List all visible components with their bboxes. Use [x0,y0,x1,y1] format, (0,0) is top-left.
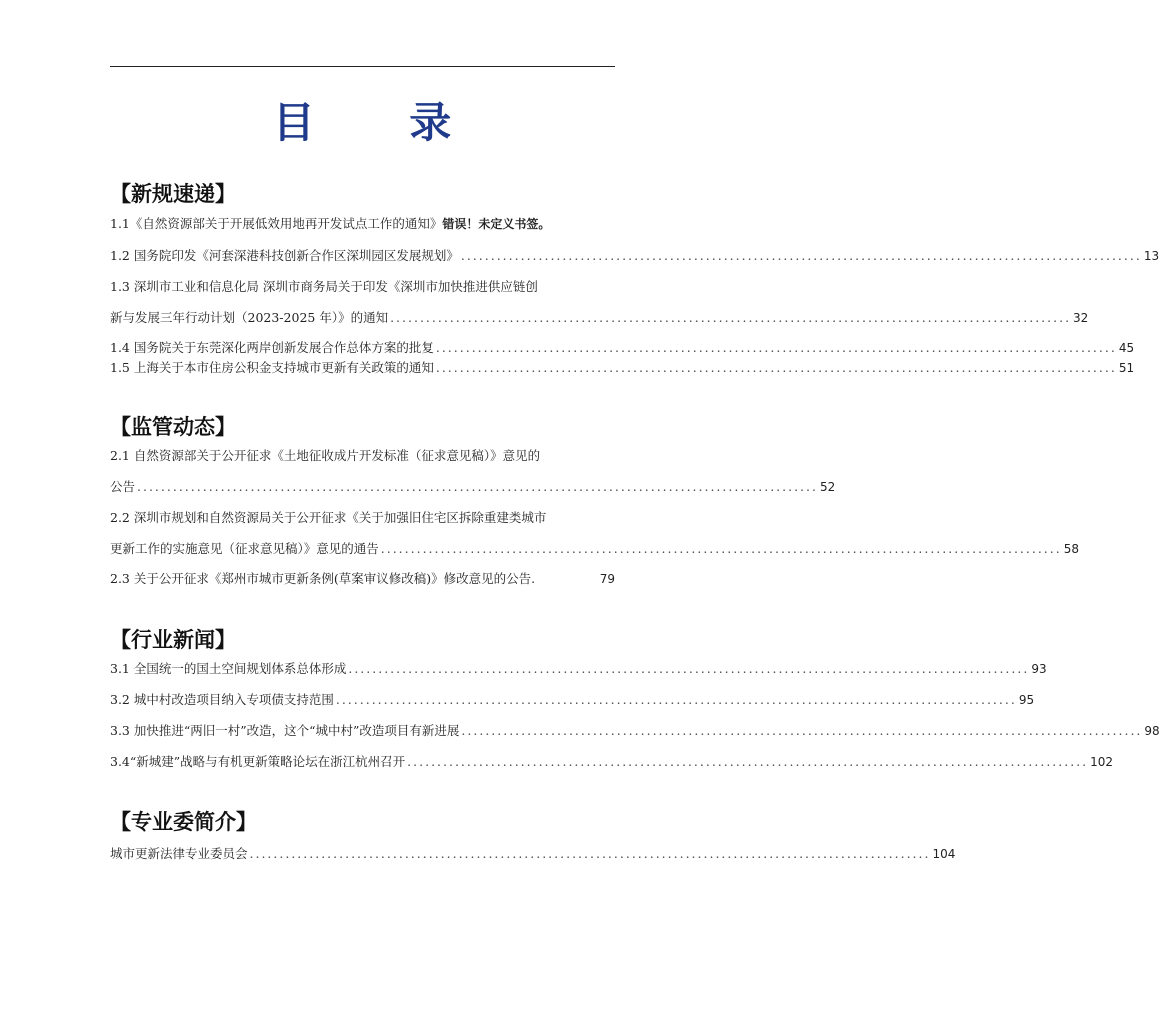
toc-entry-3-1[interactable] [110,661,1047,676]
toc-page-number: 45 [1118,341,1135,355]
dot-leader: .................................................................................................................. [390,310,1072,325]
toc-entry-text: 3.3 加快推进“两旧一村”改造，这个“城中村”改造项目有新进展 [110,723,460,738]
toc-page-number: 51 [1118,361,1135,375]
toc-page-number: 79 [599,572,615,586]
toc-page-number: 58 [1063,542,1080,556]
toc-entry-1-2[interactable] [110,248,1160,263]
toc-entry-text: 1.4 国务院关于东莞深化两岸创新发展合作总体方案的批复 [110,340,434,355]
toc-page-number: 32 [1073,311,1089,325]
dot-leader: .................................................................................................................. [348,661,1030,676]
toc-page-number: 104 [932,847,956,861]
top-rule [110,66,615,67]
toc-entry-4-1[interactable] [110,846,956,861]
dot-leader: .................................................................................................................. [335,692,1017,707]
toc-entry-1-3[interactable] [110,279,1089,325]
toc-entry-2-3[interactable] [110,572,615,586]
toc-page-number: 102 [1090,755,1114,769]
dot-leader: .................................................................................................................. [249,846,931,861]
dot-leader: .................................................................................................................. [461,723,1143,738]
toc-entry-text: 2.2 深圳市规划和自然资源局关于公开征求《关于加强旧住宅区拆除重建类城市 [110,510,547,525]
toc-entry-text: 1.2 国务院印发《河套深港科技创新合作区深圳园区发展规划》 [110,248,459,263]
toc-page-number: 95 [1018,693,1035,707]
toc-entry-text: 3.1 全国统一的国土空间规划体系总体形成 [110,661,347,676]
toc-entry-text: 1.5 上海关于本市住房公积金支持城市更新有关政策的通知 [110,360,434,375]
toc-entry-3-2[interactable] [110,692,1035,707]
toc-entry-text-continued: 新与发展三年行动计划（2023-2025 年）》的通知 [110,310,389,325]
toc-entry-text: 1.3 深圳市工业和信息化局 深圳市商务局关于印发《深圳市加快推进供应链创 [110,279,538,294]
toc-entry-text: 3.2 城中村改造项目纳入专项债支持范围 [110,692,334,707]
toc-entry-text: 1.1《自然资源部关于开展低效用地再开发试点工作的通知》 [110,216,443,231]
section-heading-regulatory-news: 【监管动态】 [110,415,236,439]
dot-leader: .................................................................................................................. [435,340,1117,355]
dot-leader: .................................................................................................................. [435,360,1117,375]
toc-entry-text: 城市更新法律专业委员会 [110,846,248,861]
dot-leader: .................................................................................................................. [407,754,1089,769]
toc-page-number: 98 [1144,724,1160,738]
toc-entry-text: 2.1 自然资源部关于公开征求《土地征收成片开发标准（征求意见稿）》意见的 [110,448,541,463]
toc-page-number: 93 [1031,662,1047,676]
toc-entry-1-1[interactable] [110,217,615,231]
section-heading-new-regulations: 【新规速递】 [110,182,236,206]
section-heading-committee-intro: 【专业委简介】 [110,810,257,834]
toc-entry-3-3[interactable] [110,723,1160,738]
toc-page-number: 52 [819,480,836,494]
toc-entry-text-continued: 更新工作的实施意见（征求意见稿）》意见的通告 [110,541,379,556]
toc-entry-1-5[interactable] [110,360,1135,375]
section-heading-industry-news: 【行业新闻】 [110,628,236,652]
bookmark-error-text: 错误！未定义书签。 [442,217,551,231]
page-title: 目 录 [272,98,492,147]
toc-entry-text: 2.3 关于公开征求《郑州市城市更新条例(草案审议修改稿)》修改意见的公告. [110,571,536,586]
toc-entry-text: 3.4“新城建”战略与有机更新策略论坛在浙江杭州召开 [110,754,406,769]
dot-leader: .................................................................................................................. [380,541,1062,556]
toc-entry-2-2[interactable] [110,510,1080,556]
toc-entry-2-1[interactable] [110,448,836,494]
dot-leader: .................................................................................................................. [137,479,818,494]
dot-leader: .................................................................................................................. [460,248,1142,263]
toc-entry-1-4[interactable] [110,340,1135,355]
toc-entry-3-4[interactable] [110,754,1114,769]
toc-page-number: 13 [1143,249,1160,263]
toc-entry-text-continued: 公告 [110,479,136,494]
